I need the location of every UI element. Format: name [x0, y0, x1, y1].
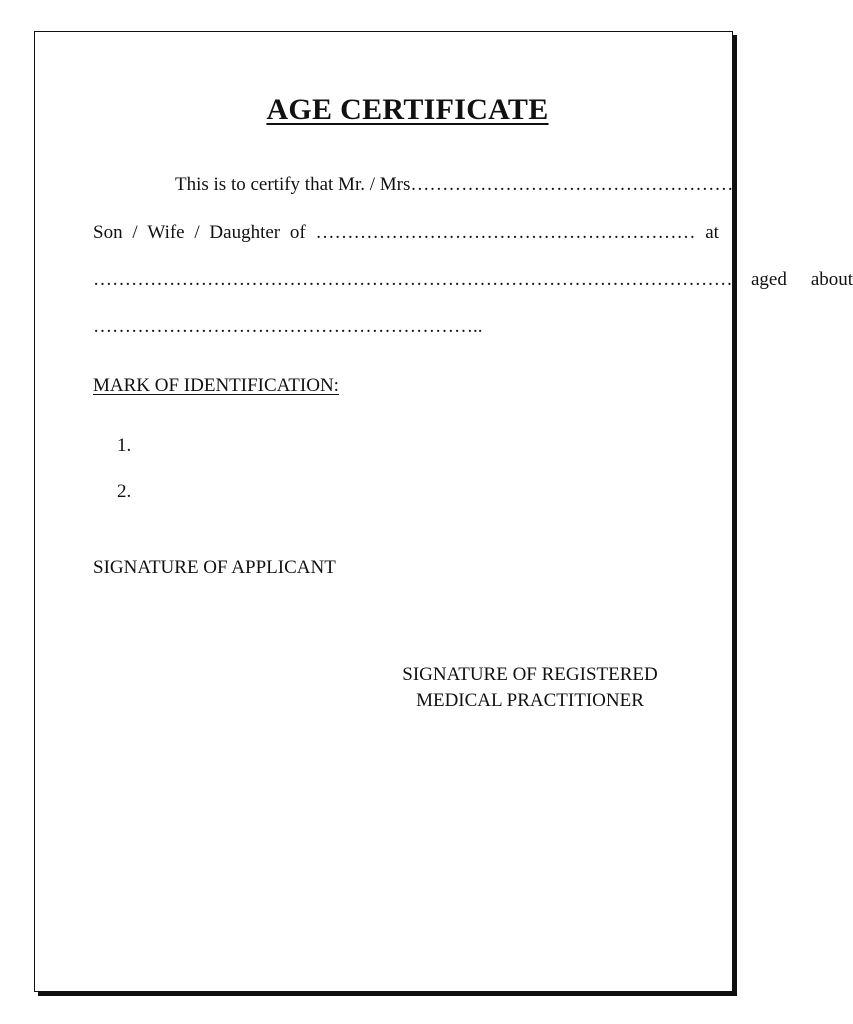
body-line-3	[93, 267, 853, 293]
identification-heading-text: MARK OF IDENTIFICATION:	[93, 375, 339, 396]
body-line-1	[93, 172, 734, 198]
relation-son: Son	[93, 222, 123, 243]
identification-item-1: 1.	[117, 435, 132, 456]
body-line-4	[93, 314, 719, 340]
relation-wife: Wife	[147, 222, 185, 243]
practitioner-signature-label	[369, 662, 691, 714]
address-blank: …………………………………………………………………………………………	[93, 269, 739, 290]
relation-slash-1: /	[132, 222, 138, 243]
certify-text: This is to certify that Mr. / Mrs	[175, 174, 411, 195]
name-blank: ……………………………………………	[410, 174, 734, 195]
body-line-2	[93, 220, 719, 246]
page-title	[35, 90, 780, 130]
certificate-page	[34, 31, 853, 992]
title-text: AGE CERTIFICATE	[266, 93, 549, 126]
relation-daughter: Daughter	[209, 222, 281, 243]
applicant-signature-text: SIGNATURE OF APPLICANT	[93, 557, 336, 578]
applicant-signature-label	[93, 555, 719, 581]
relation-slash-2: /	[194, 222, 200, 243]
age-blank: ……………………………………………………..	[93, 316, 483, 337]
identification-heading	[93, 373, 719, 399]
aged-text: aged	[751, 269, 787, 290]
identification-item-2: 2.	[117, 481, 132, 502]
practitioner-signature-line-2: MEDICAL PRACTITIONER	[416, 690, 644, 711]
parent-name-blank: ……………………………………………………	[315, 222, 696, 243]
relation-of: of	[289, 222, 306, 243]
at-text: at	[705, 222, 719, 243]
practitioner-signature-line-1: SIGNATURE OF REGISTERED	[402, 664, 658, 685]
about-text: about	[810, 269, 853, 290]
